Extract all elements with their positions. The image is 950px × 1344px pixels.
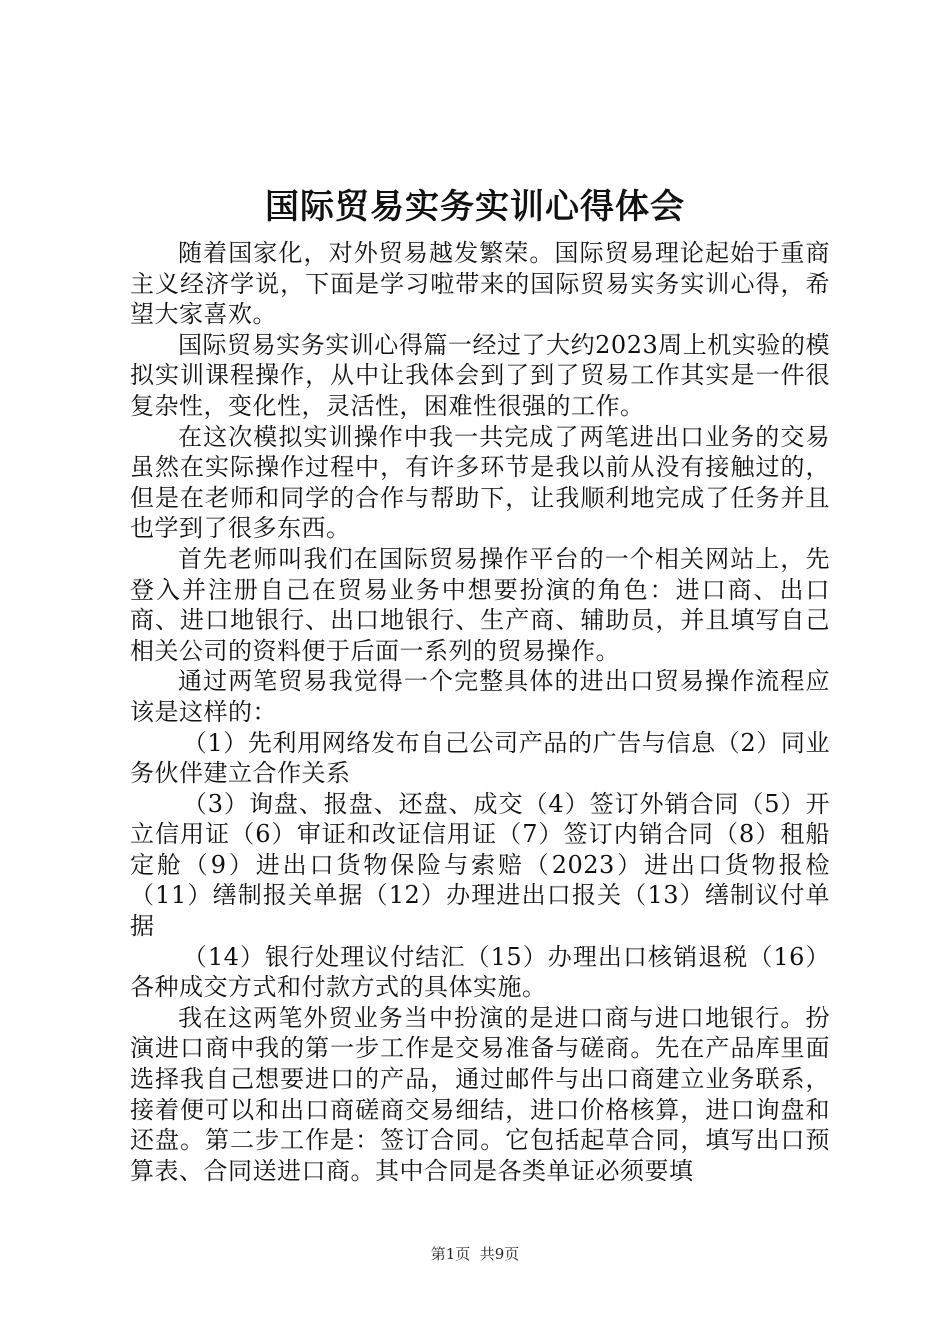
paragraph-list-2: （3）询盘、报盘、还盘、成交（4）签订外销合同（5）开立信用证（6）审证和改证信用证（7）签订内销合同（8）租船定舱（9）进出口货物保险与索赔（2023）进出口货物报检（11）缮制报关单据（12）办理进出口报关（13）缮制议付单据: [130, 789, 830, 941]
page-number-footer: 第1页 共9页: [430, 1245, 520, 1263]
paragraph-list-1: （1）先利用网络发布自己公司产品的广告与信息（2）同业务伙伴建立合作关系: [130, 728, 830, 788]
paragraph-3: 首先老师叫我们在国际贸易操作平台的一个相关网站上，先登入并注册自己在贸易业务中想要扮演的角色：进口商、出口商、进口地银行、出口地银行、生产商、辅助员，并且填写自己相关公司的资料便于后面一系列的贸易操作。: [130, 544, 830, 665]
paragraph-5: 我在这两笔外贸业务当中扮演的是进口商与进口地银行。扮演进口商中我的第一步工作是交易准备与磋商。先在产品库里面选择我自己想要进口的产品，通过邮件与出口商建立业务联系，接着便可以和出口商磋商交易细结，进口价格核算，进口询盘和还盘。第二步工作是：签订合同。它包括起草合同，填写出口预算表、合同送进口商。其中合同是各类单证必须要填: [130, 1003, 830, 1185]
paragraph-4: 通过两笔贸易我觉得一个完整具体的进出口贸易操作流程应该是这样的：: [130, 667, 830, 726]
paragraph-1: 国际贸易实务实训心得篇一经过了大约2023周上机实验的模拟实训课程操作，从中让我体会到了到了贸易工作其实是一件很复杂性，变化性，灵活性，困难性很强的工作。: [130, 330, 830, 420]
paragraph-intro: 随着国家化，对外贸易越发繁荣。国际贸易理论起始于重商主义经济学说，下面是学习啦带来的国际贸易实务实训心得，希望大家喜欢。: [130, 239, 830, 329]
document-body: [130, 238, 830, 1186]
paragraph-list-3: （14）银行处理议付结汇（15）办理出口核销退税（16）各种成交方式和付款方式的具体实施。: [130, 942, 830, 1002]
paragraph-2: 在这次模拟实训操作中我一共完成了两笔进出口业务的交易虽然在实际操作过程中，有许多环节是我以前从没有接触过的，但是在老师和同学的合作与帮助下，让我顺利地完成了任务并且也学到了很多东西。: [130, 422, 830, 543]
document-title: 国际贸易实务实训心得体会: [265, 187, 685, 227]
